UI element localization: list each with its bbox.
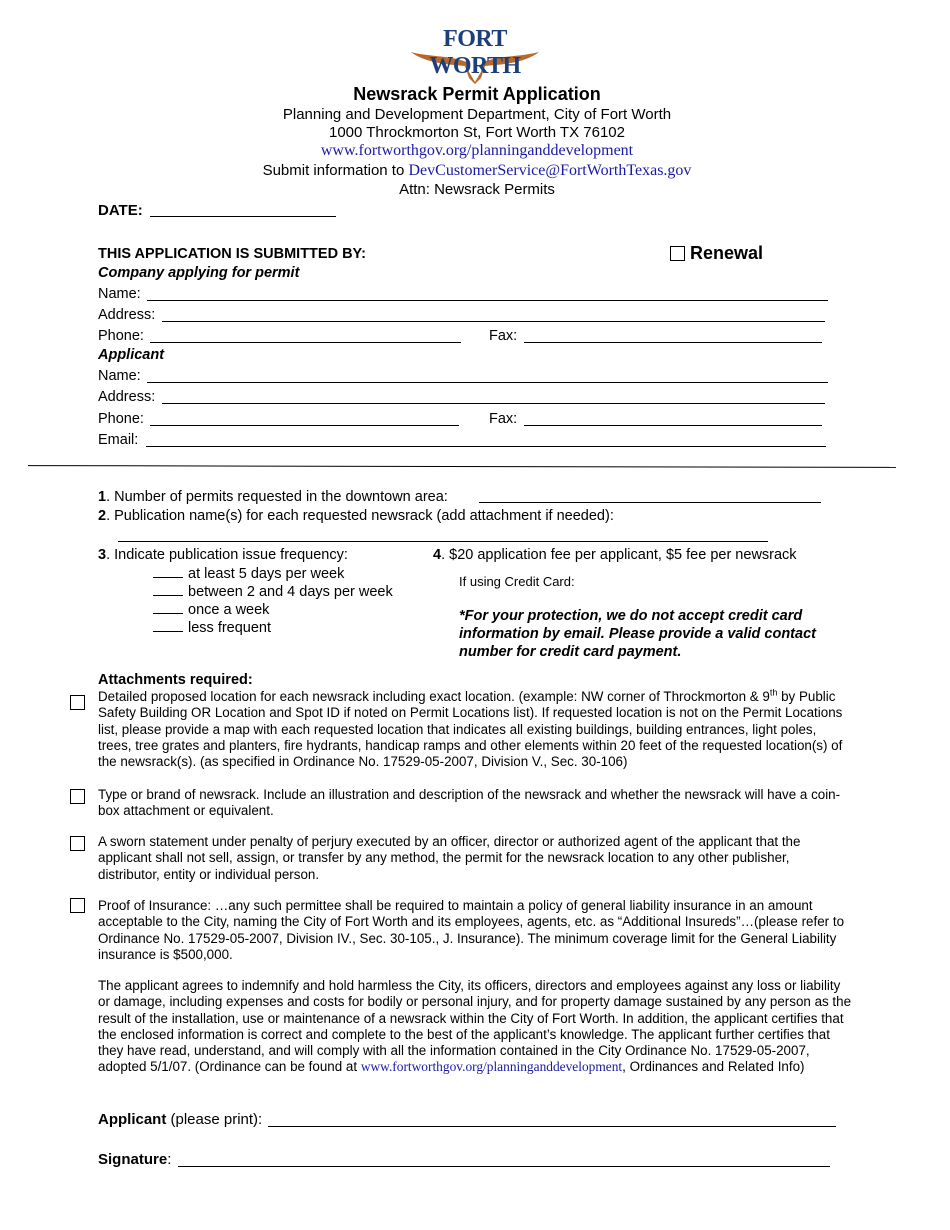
frequency-blank[interactable] (153, 565, 183, 578)
attachments-heading: Attachments required: (98, 672, 253, 688)
agreement-paragraph (98, 978, 853, 1076)
attachment-1-sup: th (769, 687, 778, 698)
website-line (0, 142, 950, 160)
q3-number: 3 (98, 547, 107, 563)
date-label: DATE: (98, 202, 143, 219)
fort-worth-logo (405, 26, 545, 88)
submit-email-link[interactable]: DevCustomerService@FortWorthTexas.gov (408, 162, 692, 179)
submitted-by-heading: THIS APPLICATION IS SUBMITTED BY: (98, 246, 366, 262)
applicant-print-label (98, 1111, 262, 1128)
attachment-item-4: Proof of Insurance: …any such permittee shall be required to maintain a policy of general liability insurance in an amount acceptable to the City, naming the City of Fort Worth and its employees, agents, etc. as “Additional Insureds”…(please refer to Ordinance No. 17529-05-2007, Division IV., Sec. 30-105., J. Insurance). The minimum coverage limit for the General Liability insurance is $500,000. (98, 898, 845, 962)
company-name-label: Name: (98, 286, 141, 302)
q4-number: 4 (433, 547, 442, 563)
company-name-field[interactable] (147, 300, 828, 301)
company-fax-field[interactable] (524, 342, 822, 343)
question-3 (98, 547, 348, 563)
frequency-option-label: at least 5 days per week (188, 566, 345, 582)
q1-text: . Number of permits requested in the downtown area: (106, 489, 448, 505)
frequency-option-label: less frequent (188, 620, 272, 636)
signature-bold: Signature (98, 1151, 168, 1168)
applicant-phone-label: Phone: (98, 411, 144, 427)
submit-line (0, 162, 950, 180)
protection-note: *For your protection, we do not accept credit card information by email. Please provide a valid contact number for credit card payment. (459, 608, 816, 660)
frequency-blank[interactable] (153, 619, 183, 632)
page-title: Newsrack Permit Application (353, 84, 601, 104)
renewal-label: Renewal (690, 243, 764, 263)
attn-line: Attn: Newsrack Permits (399, 181, 555, 198)
company-address-field[interactable] (162, 321, 825, 322)
agreement-link[interactable]: www.fortworthgov.org/planninganddevelopment (360, 1059, 623, 1075)
website-link[interactable]: www.fortworthgov.org/planninganddevelopment (320, 142, 634, 159)
applicant-fax-label: Fax: (489, 411, 518, 427)
frequency-option-4[interactable] (153, 619, 271, 636)
frequency-option-label: once a week (188, 602, 270, 618)
q2-text: . Publication name(s) for each requested newsrack (add attachment if needed): (106, 508, 614, 524)
attachment-1-text-b: by Public Safety Building OR Location and Spot ID if noted on Permit Locations list). If requested location is not on the Permit Locations list, please provide a map with each requested location that indicates all existing buildings, building entrances, light poles, trees, tree grates and planters, fire hydrants, handicap ramps and other elements within 20 feet of the requested location(s) of the newsrack(s). (as specified in Ordinance No. 17529-05-2007, Division V., Sec. 30-106) (98, 689, 843, 770)
question-2 (98, 508, 614, 524)
applicant-print-field[interactable] (268, 1126, 836, 1127)
attachment-item-3: A sworn statement under penalty of perjury executed by an officer, director or authorized agent of the applicant that the applicant shall not sell, assign, or transfer by any method, the permit for the newsrack location to any other publisher, distributor, entity or individual person. (98, 834, 801, 882)
company-phone-label: Phone: (98, 328, 144, 344)
attachment-1-text-a: Detailed proposed location for each newsrack including exact location. (example: NW corner of Throckmorton & 9 (98, 689, 770, 704)
logo-text: FORT WORTH (429, 26, 521, 79)
signature-label (98, 1151, 171, 1168)
frequency-blank[interactable] (153, 601, 183, 614)
applicant-fax-field[interactable] (524, 425, 822, 426)
signature-rest: : (167, 1151, 172, 1168)
attachment-item-2: Type or brand of newsrack. Include an illustration and description of the newsrack and whether the newsrack will have a coin-box attachment or equivalent. (98, 787, 841, 819)
applicant-name-label: Name: (98, 368, 141, 384)
company-heading: Company applying for permit (98, 265, 300, 281)
frequency-option-1[interactable] (153, 565, 344, 582)
credit-card-label: If using Credit Card: (459, 574, 575, 589)
q2-number: 2 (98, 508, 107, 524)
applicant-address-field[interactable] (162, 403, 825, 404)
applicant-address-label: Address: (98, 389, 156, 405)
frequency-blank[interactable] (153, 583, 183, 596)
renewal-checkbox[interactable] (670, 246, 685, 261)
q2-answer-field[interactable] (118, 541, 768, 542)
q1-answer-field[interactable] (479, 502, 821, 503)
agreement-text: The applicant agrees to indemnify and hold harmless the City, its officers, directors and employees against any loss or liability or damage, including expenses and costs for bodily or personal injury, and for property damage sustained by any person as the result of the installation, use or maintenance of a newsrack within the City of Fort Worth. In addition, the applicant certifies that the enclosed information is correct and complete to the best of the applicant’s knowledge. The applicant further certifies that they have read, understand, and will comply with all the information contained in the City Ordinance No. 17529-05-2007, adopted 5/1/07. (Ordinance can be found at (98, 978, 852, 1075)
company-phone-field[interactable] (150, 342, 461, 343)
question-1 (98, 489, 448, 505)
signature-field[interactable] (178, 1166, 830, 1167)
attachment-checkbox-1[interactable] (70, 695, 85, 710)
q1-number: 1 (98, 489, 107, 505)
submit-prefix: Submit information to (262, 162, 409, 179)
applicant-email-label: Email: (98, 432, 139, 448)
applicant-heading: Applicant (98, 347, 165, 363)
section-divider (28, 465, 896, 468)
attachment-item-1 (98, 689, 853, 770)
frequency-option-3[interactable] (153, 601, 269, 618)
attachment-checkbox-4[interactable] (70, 898, 85, 913)
company-fax-label: Fax: (489, 328, 518, 344)
department-line: Planning and Development Department, City of Fort Worth (282, 106, 672, 123)
date-field[interactable] (150, 216, 336, 217)
applicant-print-bold: Applicant (98, 1111, 167, 1128)
applicant-email-field[interactable] (146, 446, 826, 447)
frequency-option-label: between 2 and 4 days per week (188, 584, 393, 600)
question-4 (433, 547, 797, 563)
applicant-phone-field[interactable] (150, 425, 459, 426)
applicant-name-field[interactable] (147, 382, 828, 383)
frequency-option-2[interactable] (153, 583, 393, 600)
applicant-print-rest: (please print): (166, 1111, 263, 1128)
q3-text: . Indicate publication issue frequency: (106, 547, 348, 563)
attachment-checkbox-3[interactable] (70, 836, 85, 851)
attachment-checkbox-2[interactable] (70, 789, 85, 804)
agreement-after-link: , Ordinances and Related Info) (622, 1059, 805, 1075)
company-address-label: Address: (98, 307, 156, 323)
q4-text: . $20 application fee per applicant, $5 fee per newsrack (441, 547, 797, 563)
address-line: 1000 Throckmorton St, Fort Worth TX 76102 (329, 124, 625, 141)
